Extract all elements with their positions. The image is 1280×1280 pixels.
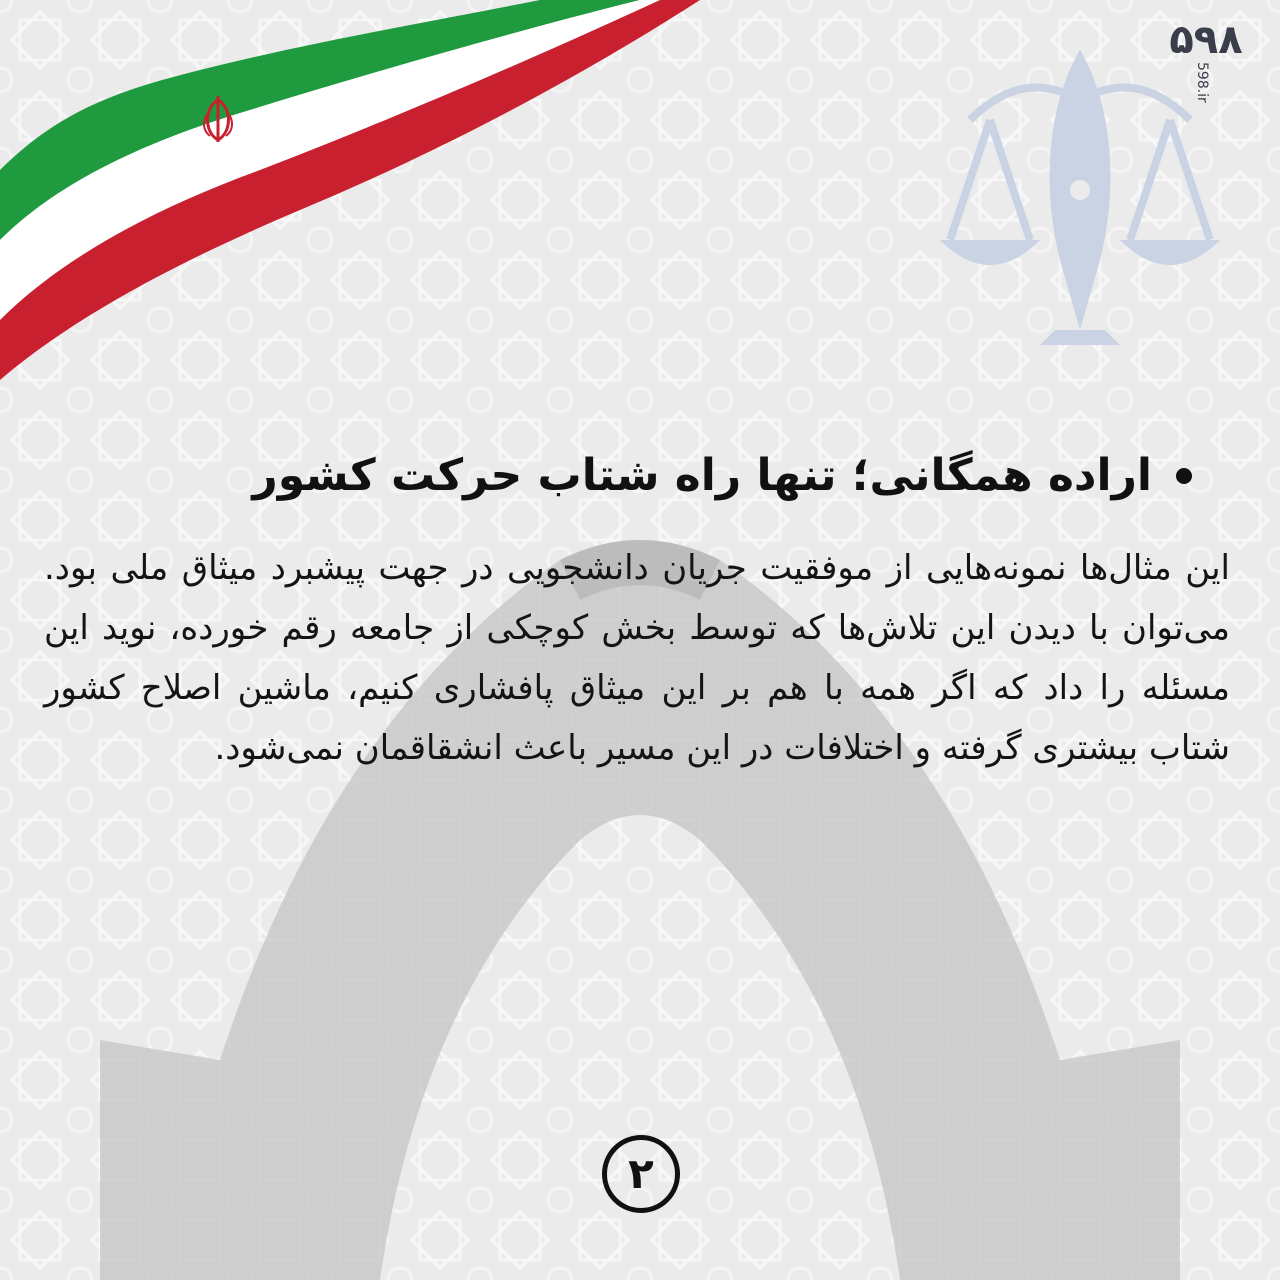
iran-flag-ribbon xyxy=(0,0,700,380)
brand-logo: ۵۹۸ xyxy=(1169,17,1243,63)
scales-pen-logo-icon xyxy=(930,30,1230,370)
site-url: 598.ir xyxy=(1194,62,1210,103)
section-heading: اراده همگانی؛ تنها راه شتاب حرکت کشور xyxy=(252,450,1152,501)
page-number-badge: ۲ xyxy=(602,1135,680,1213)
bullet-icon xyxy=(1176,468,1192,484)
section-heading-row xyxy=(220,450,1192,501)
body-paragraph: این مثال‌ها نمونه‌هایی از موفقیت جریان دانشجویی در جهت پیشبرد میثاق ملی بود. می‌توان با دیدن این تلاش‌ها که توسط بخش کوچکی از جامعه رقم خورده، نوید این مسئله را داد که اگر همه با هم بر این میثاق پافشاری کنیم، ماشین اصلاح کشور شتاب بیشتری گرفته و اختلافات در این مسیر باعث انشقاقمان نمی‌شود. xyxy=(44,548,1230,768)
